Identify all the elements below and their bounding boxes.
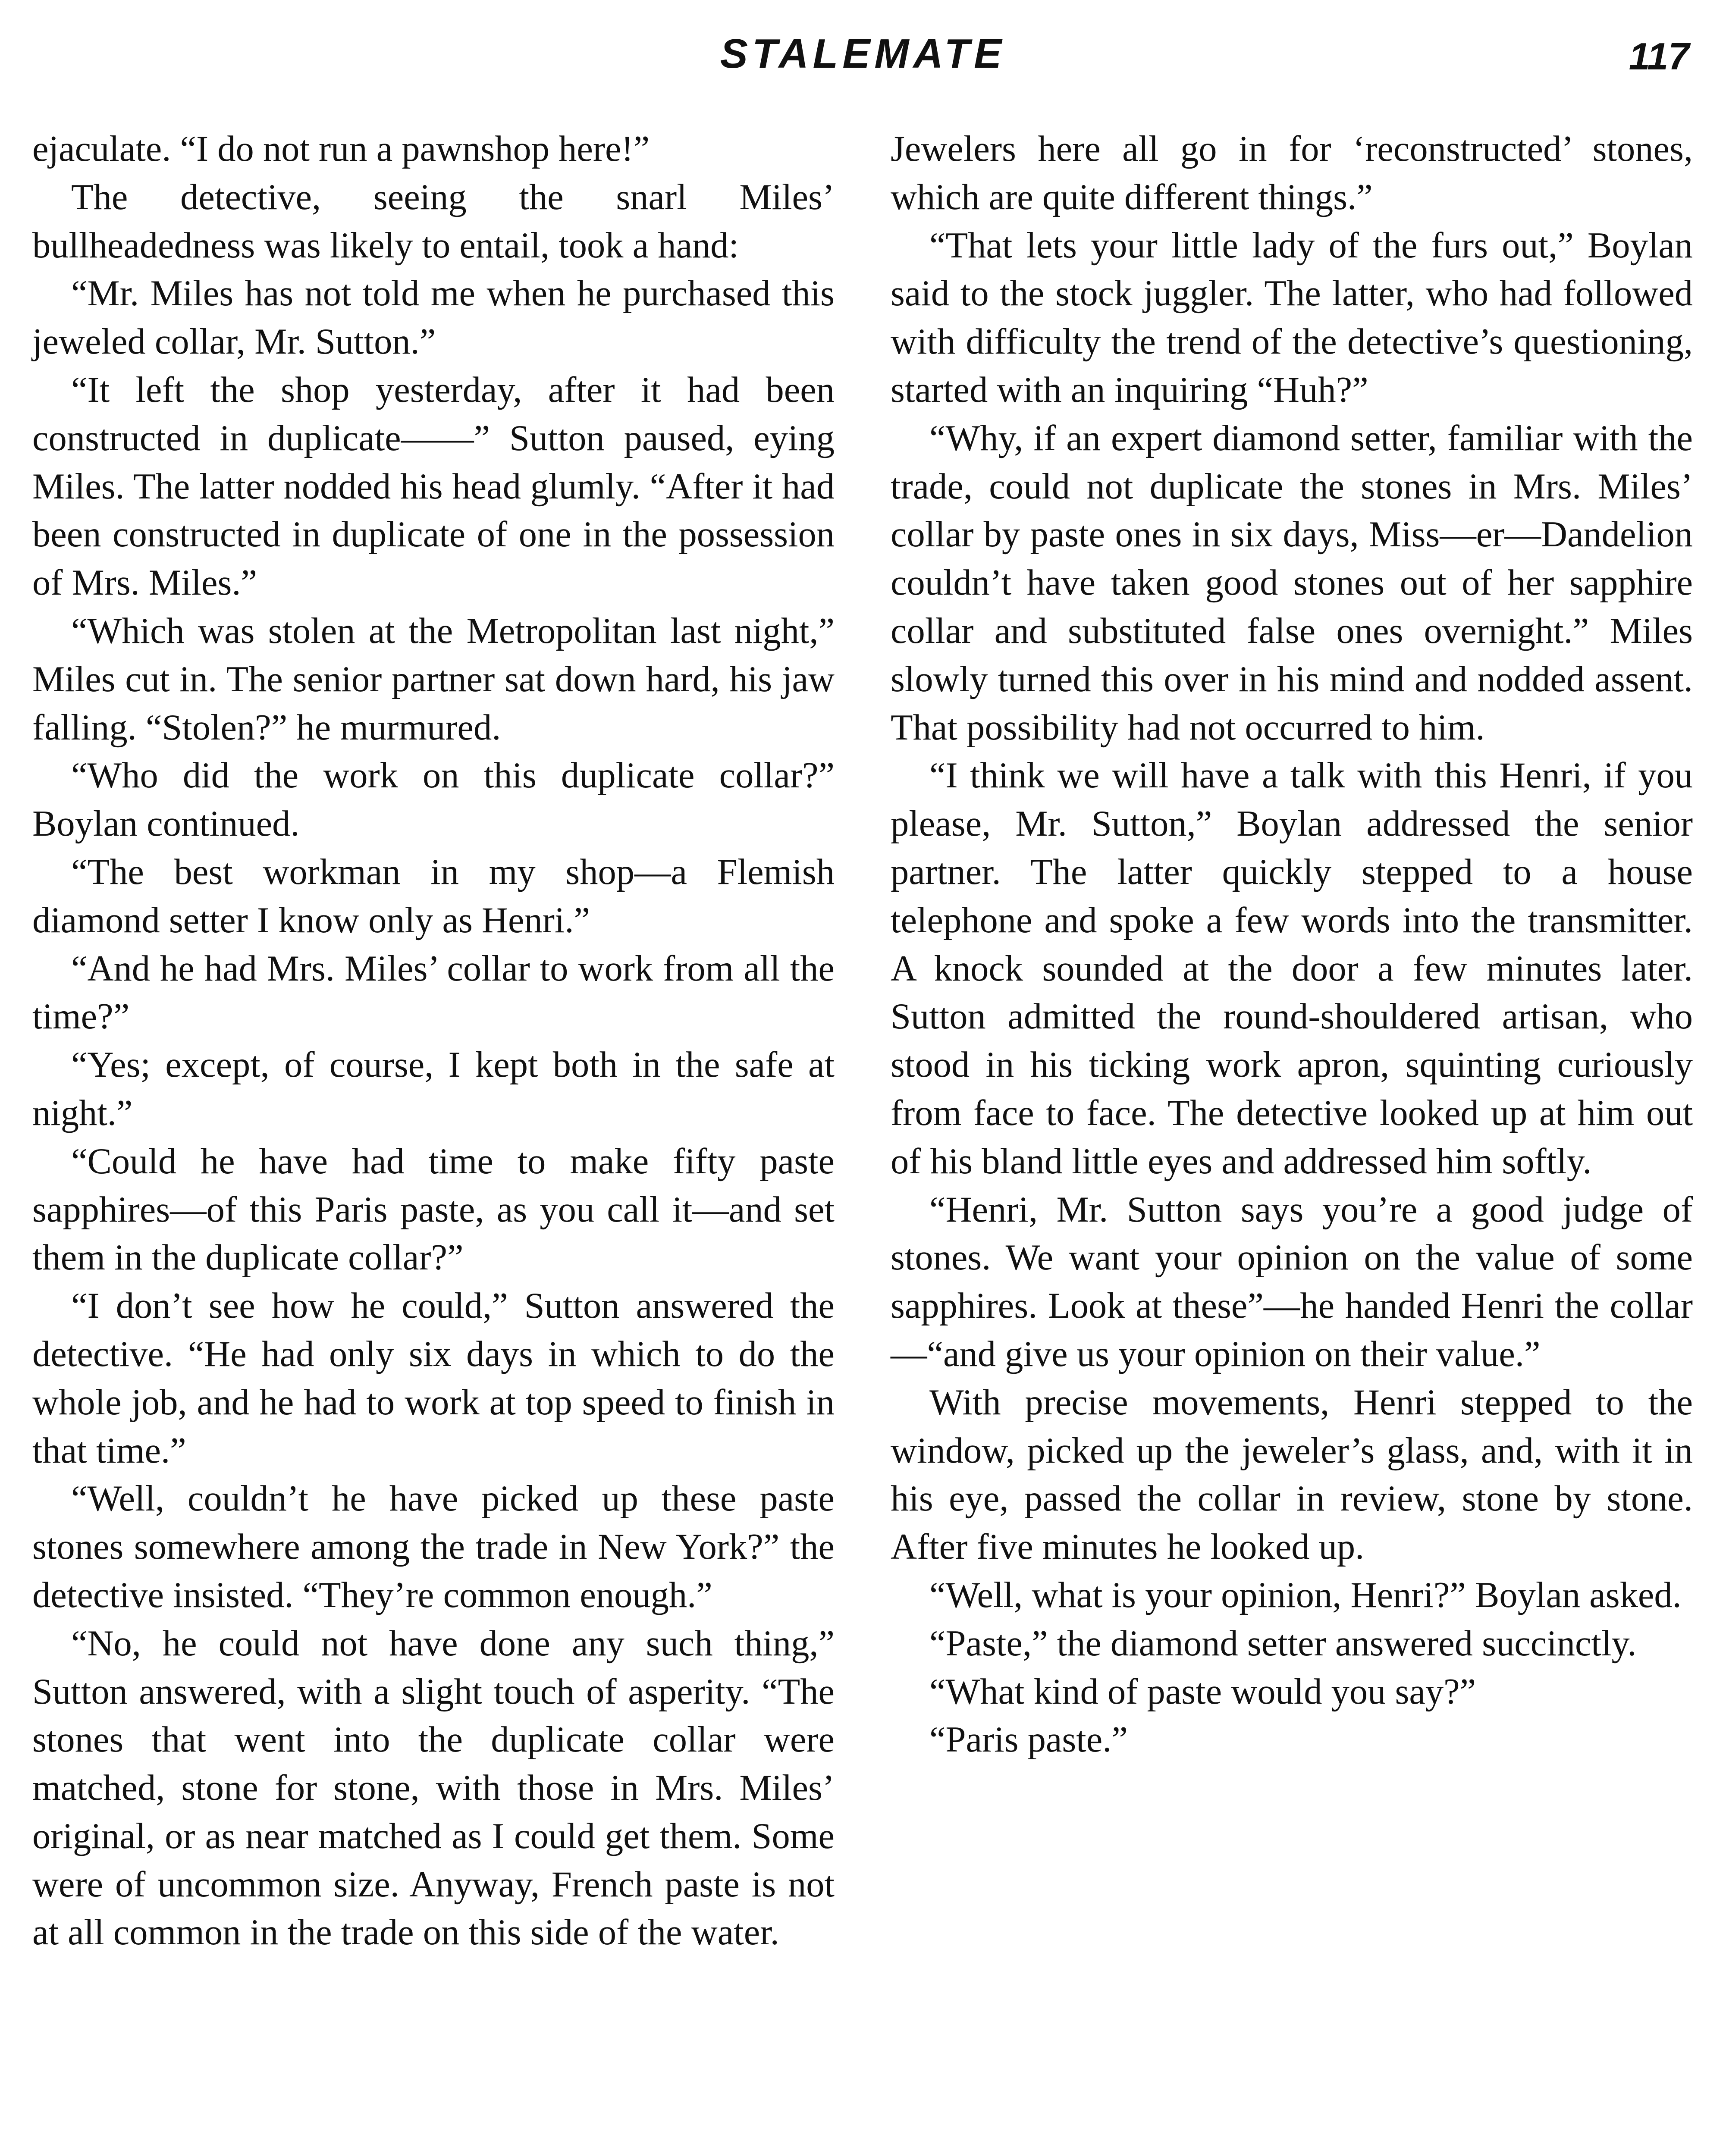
paragraph: The detective, seeing the snarl Miles’ bullheadedness was likely to entail, took a hand: xyxy=(32,177,835,266)
paragraph: “And he had Mrs. Miles’ collar to work from all the time?” xyxy=(32,948,835,1037)
paragraph: “Could he have had time to make fifty paste sapphires—of this Paris paste, as you call it—and set them in the duplicate collar?” xyxy=(32,1141,835,1278)
paragraph: “Yes; except, of course, I kept both in the safe at night.” xyxy=(32,1045,835,1133)
paragraph: Jewelers here all go in for ‘reconstructed’ stones, which are quite different things.” xyxy=(891,129,1693,217)
paragraph: “Paris paste.” xyxy=(929,1720,1128,1760)
left-column xyxy=(32,125,835,1957)
paragraph: “Henri, Mr. Sutton says you’re a good judge of stones. We want your opinion on the value of some sapphires. Look at these”—he handed Henri the collar—“and give us your opinion on their value.” xyxy=(891,1189,1693,1374)
paragraph: “Mr. Miles has not told me when he purchased this jeweled collar, Mr. Sutton.” xyxy=(32,273,835,362)
paragraph: ejaculate. “I do not run a pawnshop here!” xyxy=(32,129,650,169)
paragraph: “Who did the work on this duplicate collar?” Boylan continued. xyxy=(32,755,835,844)
paragraph: “It left the shop yesterday, after it had been constructed in duplicate——” Sutton paused, eying Miles. The latter nodded his head glumly. “After it had been constructed in duplicate of one in the possession of Mrs. Miles.” xyxy=(32,370,835,603)
paragraph: “Well, what is your opinion, Henri?” Boylan asked. xyxy=(929,1575,1682,1615)
paragraph: “Why, if an expert diamond setter, familiar with the trade, could not duplicate the stones in Mrs. Miles’ collar by paste ones in six days, Miss—er—Dandelion couldn’t have taken good stones out of her sapphire collar and substituted false ones overnight.” Miles slowly turned this over in his mind and nodded assent. That possibility had not occurred to him. xyxy=(891,418,1693,748)
paragraph: “Which was stolen at the Metropolitan last night,” Miles cut in. The senior partner sat down hard, his jaw falling. “Stolen?” he murmured. xyxy=(32,611,835,748)
paragraph: “Paste,” the diamond setter answered succinctly. xyxy=(929,1623,1637,1664)
page-number: 117 xyxy=(1629,35,1689,78)
paragraph: “No, he could not have done any such thing,” Sutton answered, with a slight touch of asperity. “The stones that went into the duplicate collar were matched, stone for stone, with those in Mrs. Miles’ original, or as near matched as I could get them. Some were of uncommon size. Anyway, French paste is not at all common in the trade on this side of the water. xyxy=(32,1623,835,1953)
paragraph: With precise movements, Henri stepped to the window, picked up the jeweler’s glass, and, with it in his eye, passed the collar in review, stone by stone. After five minutes he looked up. xyxy=(891,1382,1693,1567)
paragraph: “That lets your little lady of the furs out,” Boylan said to the stock juggler. The latter, who had followed with difficulty the trend of the detective’s questioning, started with an inquiring “Huh?” xyxy=(891,225,1693,410)
paragraph: “I think we will have a talk with this Henri, if you please, Mr. Sutton,” Boylan addressed the senior partner. The latter quickly stepped to a house telephone and spoke a few words into the transmitter. A knock sounded at the door a few minutes later. Sutton admitted the round-shouldered artisan, who stood in his ticking work apron, squinting curiously from face to face. The detective looked up at him out of his bland little eyes and addressed him softly. xyxy=(891,755,1693,1181)
right-column xyxy=(891,125,1693,1764)
paragraph: “I don’t see how he could,” Sutton answered the detective. “He had only six days in which to do the whole job, and he had to work at top speed to finish in that time.” xyxy=(32,1286,835,1471)
running-title: STALEMATE xyxy=(720,31,1006,77)
paragraph: “Well, couldn’t he have picked up these paste stones somewhere among the trade in New York?” the detective insisted. “They’re common enough.” xyxy=(32,1479,835,1615)
paragraph: “What kind of paste would you say?” xyxy=(929,1671,1476,1712)
paragraph: “The best workman in my shop—a Flemish diamond setter I know only as Henri.” xyxy=(32,852,835,940)
